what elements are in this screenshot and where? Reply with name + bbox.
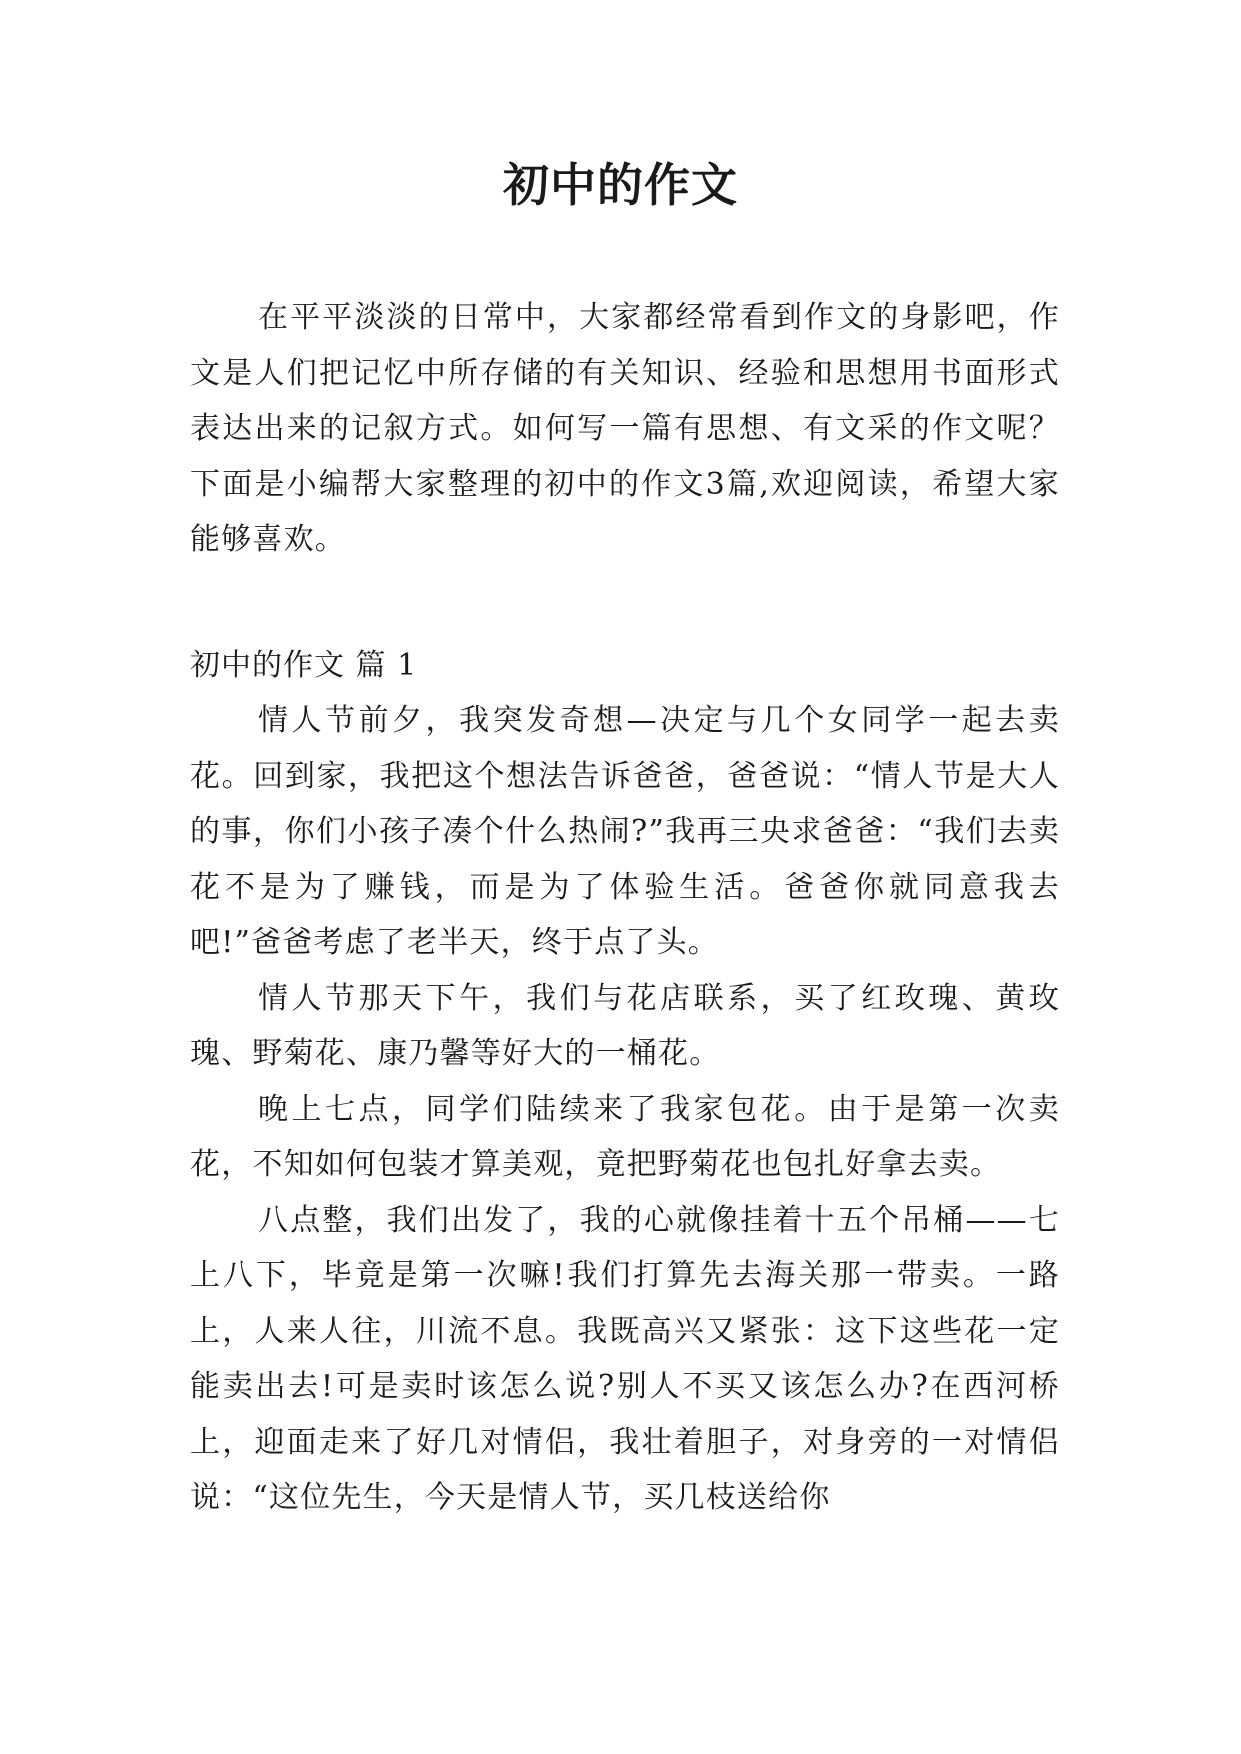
- essay-paragraph: 情人节前夕，我突发奇想—决定与几个女同学一起去卖花。回到家，我把这个想法告诉爸爸，爸爸说：“情人节是大人的事，你们小孩子凑个什么热闹?”我再三央求爸爸：“我们去卖花不是为了赚钱，而是为了体验生活。爸爸你就同意我去吧!”爸爸考虑了老半天，终于点了头。: [190, 703, 1060, 960]
- essay-paragraph: 情人节那天下午，我们与花店联系，买了红玫瑰、黄玫瑰、野菊花、康乃馨等好大的一桶花。: [190, 980, 1060, 1071]
- essay-paragraph: 八点整，我们出发了，我的心就像挂着十五个吊桶——七上八下，毕竟是第一次嘛!我们打算先去海关那一带卖。一路上，人来人往，川流不息。我既高兴又紧张：这下这些花一定能卖出去!可是卖时该怎么说?别人不买又该怎么办?在西河桥上，迎面走来了好几对情侣，我壮着胆子，对身旁的一对情侣说：“这位先生，今天是情人节，买几枝送给你: [190, 1202, 1060, 1515]
- essay-body: [190, 693, 1060, 1526]
- intro-paragraph: 在平平淡淡的日常中，大家都经常看到作文的身影吧，作文是人们把记忆中所存储的有关知识、经验和思想用书面形式表达出来的记叙方式。如何写一篇有思想、有文采的作文呢？下面是小编帮大家整理的初中的作文3篇,欢迎阅读，希望大家能够喜欢。: [190, 300, 1060, 557]
- document-title: 初中的作文: [503, 158, 738, 212]
- section-heading: 初中的作文 篇 1: [190, 648, 418, 683]
- essay-paragraph: 晚上七点，同学们陆续来了我家包花。由于是第一次卖花，不知如何包装才算美观，竟把野菊花也包扎好拿去卖。: [190, 1091, 1060, 1182]
